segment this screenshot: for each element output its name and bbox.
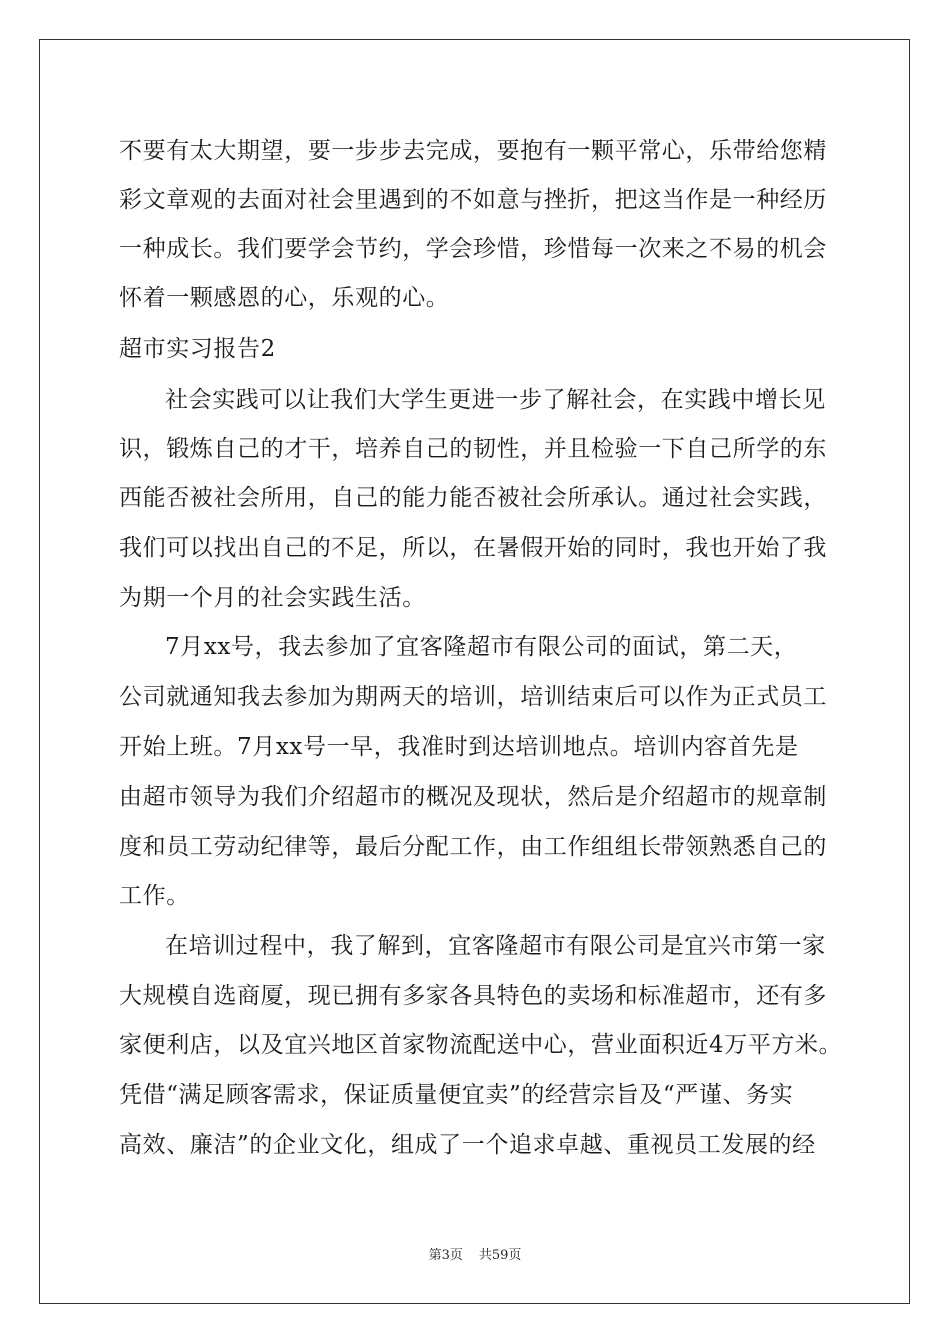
body-text-line: 由超市领导为我们介绍超市的概况及现状，然后是介绍超市的规章制 [119,784,827,810]
page-number: 第3页 [428,1248,463,1263]
body-text-line: 家便利店，以及宜兴地区首家物流配送中心，营业面积近4万平方米。 [119,1032,843,1058]
page-total: 共59页 [478,1248,522,1263]
page-footer [0,1244,950,1263]
body-text-line: 高效、廉洁”的企业文化，组成了一个追求卓越、重视员工发展的经 [119,1132,816,1158]
body-text-line: 7月xx号，我去参加了宜客隆超市有限公司的面试，第二天， [165,634,798,660]
body-text-line: 我们可以找出自己的不足，所以，在暑假开始的同时，我也开始了我 [119,535,827,561]
body-text-line: 不要有太大期望，要一步步去完成，要抱有一颗平常心，乐带给您精 [119,138,827,164]
body-text-line: 凭借“满足顾客需求，保证质量便宜卖”的经营宗旨及“严谨、务实 [119,1082,794,1108]
body-text-line: 为期一个月的社会实践生活。 [119,585,426,611]
body-text-line: 工作。 [119,883,190,909]
body-text-line: 社会实践可以让我们大学生更进一步了解社会，在实践中增长见 [165,387,826,413]
body-text-line: 度和员工劳动纪律等，最后分配工作，由工作组组长带领熟悉自己的 [119,834,827,860]
body-text-line: 怀着一颗感恩的心，乐观的心。 [119,285,450,311]
body-text-line: 彩文章观的去面对社会里遇到的不如意与挫折，把这当作是一种经历 [119,187,827,213]
body-text-line: 公司就通知我去参加为期两天的培训，培训结束后可以作为正式员工 [119,684,827,710]
section-heading: 超市实习报告2 [119,336,276,362]
body-text-line: 开始上班。7月xx号一早，我准时到达培训地点。培训内容首先是 [119,734,799,760]
body-text-line: 在培训过程中，我了解到，宜客隆超市有限公司是宜兴市第一家 [165,933,826,959]
page-frame [39,39,910,1304]
body-text-line: 西能否被社会所用，自己的能力能否被社会所承认。通过社会实践， [119,485,827,511]
body-text-line: 识，锻炼自己的才干，培养自己的韧性，并且检验一下自己所学的东 [119,436,827,462]
body-text-line: 大规模自选商厦，现已拥有多家各具特色的卖场和标准超市，还有多 [119,983,827,1009]
body-text-line: 一种成长。我们要学会节约，学会珍惜，珍惜每一次来之不易的机会 [119,236,827,262]
